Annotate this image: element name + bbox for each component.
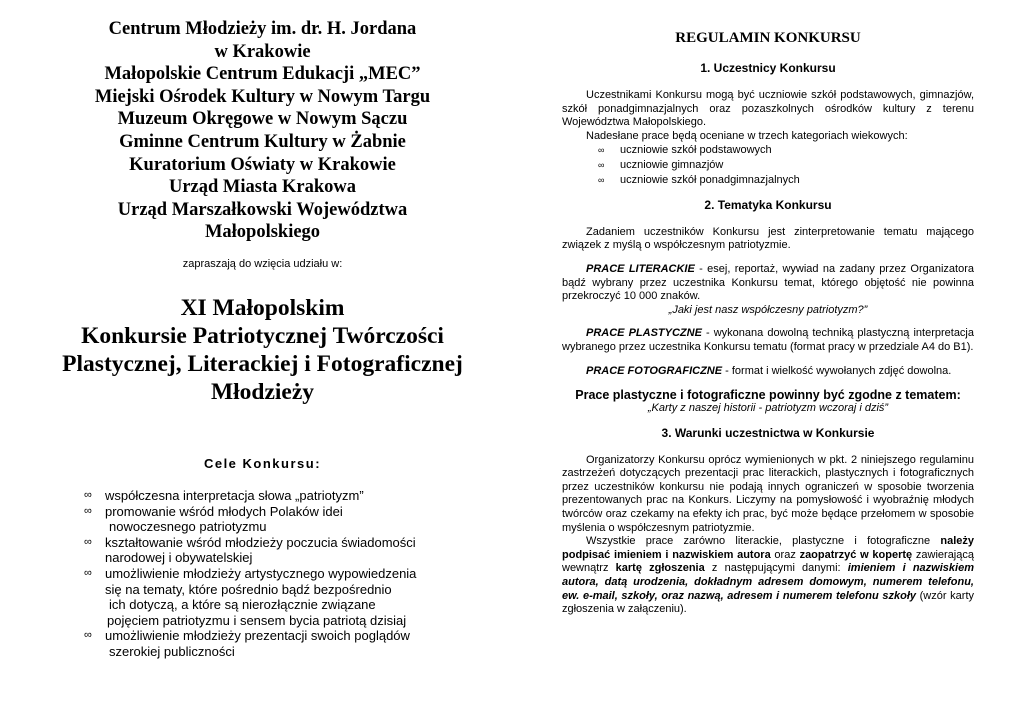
goals-heading: Cele Konkursu: xyxy=(203,455,322,471)
invite-text: zapraszają do wzięcia udziału w: xyxy=(182,257,343,270)
organizer-line: Kuratorium Oświaty w Krakowie xyxy=(129,154,396,175)
art-works-paragraph: PRACE PLASTYCZNE - wykonana dowolną techniką plastyczną interpretacja wybranego przez uczestnika Konkursu tematu (format pracy w przedziale A4 do B1). xyxy=(562,327,974,353)
organizer-line: w Krakowie xyxy=(214,41,311,62)
organizer-line: Gminne Centrum Kultury w Żabnie xyxy=(119,131,406,152)
organizer-line: Centrum Młodzieży im. dr. H. Jordana xyxy=(108,19,417,39)
theme-title: „Karty z naszej historii - patriotyzm wczoraj i dziś” xyxy=(647,402,889,415)
contest-title-line: XI Małopolskim xyxy=(180,294,345,321)
categories-list xyxy=(562,143,974,187)
section-heading-theme: 2. Tematyka Konkursu xyxy=(704,197,832,212)
infinity-bullet-icon: ∞ xyxy=(84,566,92,579)
organizer-line: Urząd Marszałkowski Województwa xyxy=(117,199,408,220)
photo-works-paragraph: PRACE FOTOGRAFICZNE - format i wielkość wywołanych zdjęć dowolna. xyxy=(586,364,952,377)
category-item: ∞ uczniowie szkół ponadgimnazjalnych xyxy=(598,173,800,186)
goal-item: ∞ umożliwienie młodzieży prezentacji swoich poglądów szerokiej publiczności xyxy=(84,628,410,659)
infinity-bullet-icon: ∞ xyxy=(84,629,92,642)
right-page xyxy=(562,30,974,617)
infinity-bullet-icon: ∞ xyxy=(598,145,605,156)
participants-paragraph: Uczestnikami Konkursu mogą być uczniowie szkół podstawowych, gimnazjów, szkół ponadgimnazjalnych oraz pozaszkolnych ośrodków kultury z terenu Województwa Małopolskiego. xyxy=(562,89,974,129)
art-works-label: PRACE PLASTYCZNE xyxy=(586,327,702,340)
section-heading-conditions: 3. Warunki uczestnictwa w Konkursie xyxy=(661,425,875,440)
category-item: ∞ uczniowie gimnazjów xyxy=(598,159,724,172)
conditions-paragraph: Organizatorzy Konkursu oprócz wymienionych w pkt. 2 niniejszego regulaminu zastrzeżeń dotyczących prezentacji prac literackich, plastycznych i fotograficznych przez uczestników konkursu nie podają innych ograniczeń w sposobie tworzenia prezentowanych prac na Konkurs. Liczymy na pomysłowość i wyobraźnię młodych twórców oraz czekamy na efekty ich prac, być może będące przełomem w sposobie myślenia o współczesnym patriotyzmie. xyxy=(562,453,974,534)
contest-title xyxy=(40,294,485,406)
goal-item: ∞ promowanie wśród młodych Polaków idei nowoczesnego patriotyzmu xyxy=(84,503,343,535)
goal-item: ∞ umożliwienie młodzieży artystycznego wypowiedzenia się na tematy, które pośrednio bądź bezpośrednio ich dotyczą, a które są nierozłącznie związane pojęciem patriotyzmu i sensem bycia patriotą dzisiaj xyxy=(84,565,417,628)
categories-intro: Nadesłane prace będą oceniane w trzech kategoriach wiekowych: xyxy=(586,129,908,142)
contest-title-line: Plastycznej, Literackiej i Fotograficznej xyxy=(62,350,463,377)
category-item: ∞ uczniowie szkół podstawowych xyxy=(598,144,772,157)
organizer-line: Urząd Miasta Krakowa xyxy=(168,177,357,198)
theme-requirement-heading: Prace plastyczne i fotograficzne powinny być zgodne z tematem: xyxy=(575,388,961,403)
organizer-line: Małopolskie Centrum Edukacji „MEC” xyxy=(104,64,421,85)
goals-list xyxy=(40,488,485,660)
infinity-bullet-icon: ∞ xyxy=(84,504,92,517)
infinity-bullet-icon: ∞ xyxy=(84,488,92,501)
literary-works-paragraph: PRACE LITERACKIE - esej, reportaż, wywiad na zadany przez Organizatora bądź wybrany przez uczestnika Konkursu temat, którego objętość nie powinna przekroczyć 10 000 znaków. xyxy=(562,262,974,303)
left-page xyxy=(40,18,485,659)
photo-works-label: PRACE FOTOGRAFICZNE xyxy=(586,364,723,377)
contest-title-line: Konkursie Patriotycznej Twórczości xyxy=(81,322,444,349)
goal-item: ∞ współczesna interpretacja słowa „patriotyzm” xyxy=(84,487,364,503)
infinity-bullet-icon: ∞ xyxy=(84,535,92,548)
organizer-line: Małopolskiego xyxy=(204,222,321,243)
section-heading-participants: 1. Uczestnicy Konkursu xyxy=(700,61,836,75)
organizer-line: Miejski Ośrodek Kultury w Nowym Targu xyxy=(94,86,431,107)
theme-paragraph: Zadaniem uczestników Konkursu jest zinterpretowanie tematu mającego związek z myślą o współczesnym patriotyzmie. xyxy=(562,225,974,252)
organizers-block xyxy=(40,18,485,244)
contest-title-line: Młodzieży xyxy=(210,378,315,405)
literary-works-label: PRACE LITERACKIE xyxy=(586,262,695,275)
organizer-line: Muzeum Okręgowe w Nowym Sączu xyxy=(117,109,408,130)
infinity-bullet-icon: ∞ xyxy=(598,174,605,185)
submission-paragraph: Wszystkie prace zarówno literackie, plastyczne i fotograficzne należy podpisać imieniem i nazwiskiem autora oraz zaopatrzyć w kopertę zawierającą wewnątrz kartę zgłoszenia z następującymi danymi: imieniem i nazwiskiem autora, datą urodzenia, dokładnym adresem domowym, numerem telefonu, ew. e-mail, szkoły, oraz nazwą, adresem i numerem telefonu szkoły (wzór karty zgłoszenia w załączeniu). xyxy=(562,535,974,616)
goal-item: ∞ kształtowanie wśród młodzieży poczucia świadomości narodowej i obywatelskiej xyxy=(84,534,416,566)
regulations-title: REGULAMIN KONKURSU xyxy=(675,30,861,46)
literary-question: „Jaki jest nasz współczesny patriotyzm?” xyxy=(668,303,868,316)
infinity-bullet-icon: ∞ xyxy=(598,160,605,171)
